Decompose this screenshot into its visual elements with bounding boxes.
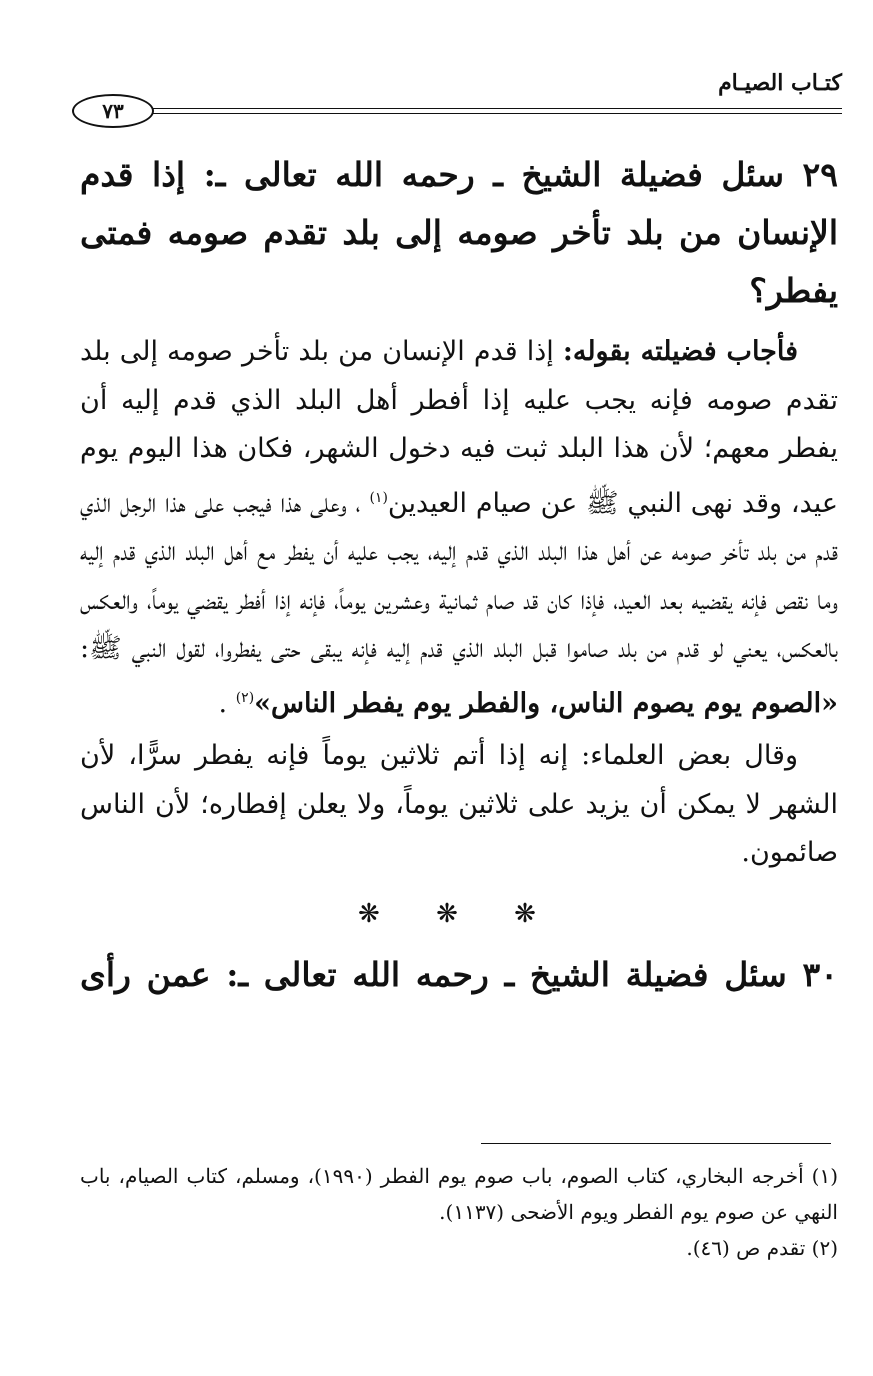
book-title: كتـاب الصيـام — [718, 70, 842, 96]
page-header — [72, 70, 842, 130]
footnote-rule — [481, 1143, 831, 1144]
footnote-ref-1: (١) — [369, 489, 388, 506]
answer-lead: فأجاب فضيلته بقوله: — [562, 336, 799, 367]
footnote-2: (٢) تقدم ص (٤٦). — [686, 1236, 838, 1260]
footnote-1: (١) أخرجه البخاري، كتاب الصوم، باب صوم يوم الفطر (١٩٩٠)، ومسلم، كتاب الصيام، باب النهي عن صوم يوم الفطر ويوم الأضحى (١١٣٧). — [80, 1164, 839, 1224]
question-29: ٢٩ سئل فضيلة الشيخ ـ رحمه الله تعالى ـ: إذا قدم الإنسان من بلد تأخر صومه إلى بلد تقدم صومه فمتى يفطر؟ — [80, 155, 838, 310]
hadith-quote: «الصوم يوم يصوم الناس، والفطر يوم يفطر الناس» — [254, 687, 838, 719]
answer-end: . — [218, 687, 236, 719]
page-number: ٧٣ — [72, 94, 154, 128]
section-separator: ❋ ❋ ❋ — [358, 898, 560, 929]
main-content — [80, 146, 838, 1004]
answer-text-1: إذا قدم الإنسان من بلد تأخر صومه إلى بلد تقدم صومه فإنه يجب عليه إذا أفطر أهل البلد الذي قدم إليه أن يفطر معهم؛ لأن هذا البلد ثبت فيه دخول الشهر، فكان هذا اليوم يوم عيد، وقد نهى النبي ﷺ عن صيام العيدين — [80, 336, 838, 519]
footnote-ref-2: (٢) — [235, 689, 255, 706]
footnotes — [80, 1158, 838, 1266]
header-rule — [152, 108, 842, 114]
question-30: ٣٠ سئل فضيلة الشيخ ـ رحمه الله تعالى ـ: عمن رأى — [80, 954, 838, 994]
answer-paragraph — [80, 328, 838, 728]
answer-text-2: ، وعلى هذا فيجب على هذا الرجل الذي قدم من بلد تأخر صومه عن أهل هذا البلد الذي قدم إليه، يجب عليه أن يفطر مع أهل البلد الذي قدم إليه وما نقص فإنه يقضيه بعد العيد، فإذا كان قد صام ثمانية وعشرين يوماً، فإنه إذا أفطر يقضي يوماً، والعكس بالعكس، يعني لو قدم من بلد صاموا قبل البلد الذي قدم إليه فإنه يبقى حتى يفطروا، لقول النبي ﷺ: — [80, 487, 838, 664]
scholars-opinion-paragraph: وقال بعض العلماء: إنه إذا أتم ثلاثين يوماً فإنه يفطر سرًّا، لأن الشهر لا يمكن أن يزيد على ثلاثين يوماً، ولا يعلن إفطاره؛ لأن الناس صائمون. — [80, 740, 838, 868]
